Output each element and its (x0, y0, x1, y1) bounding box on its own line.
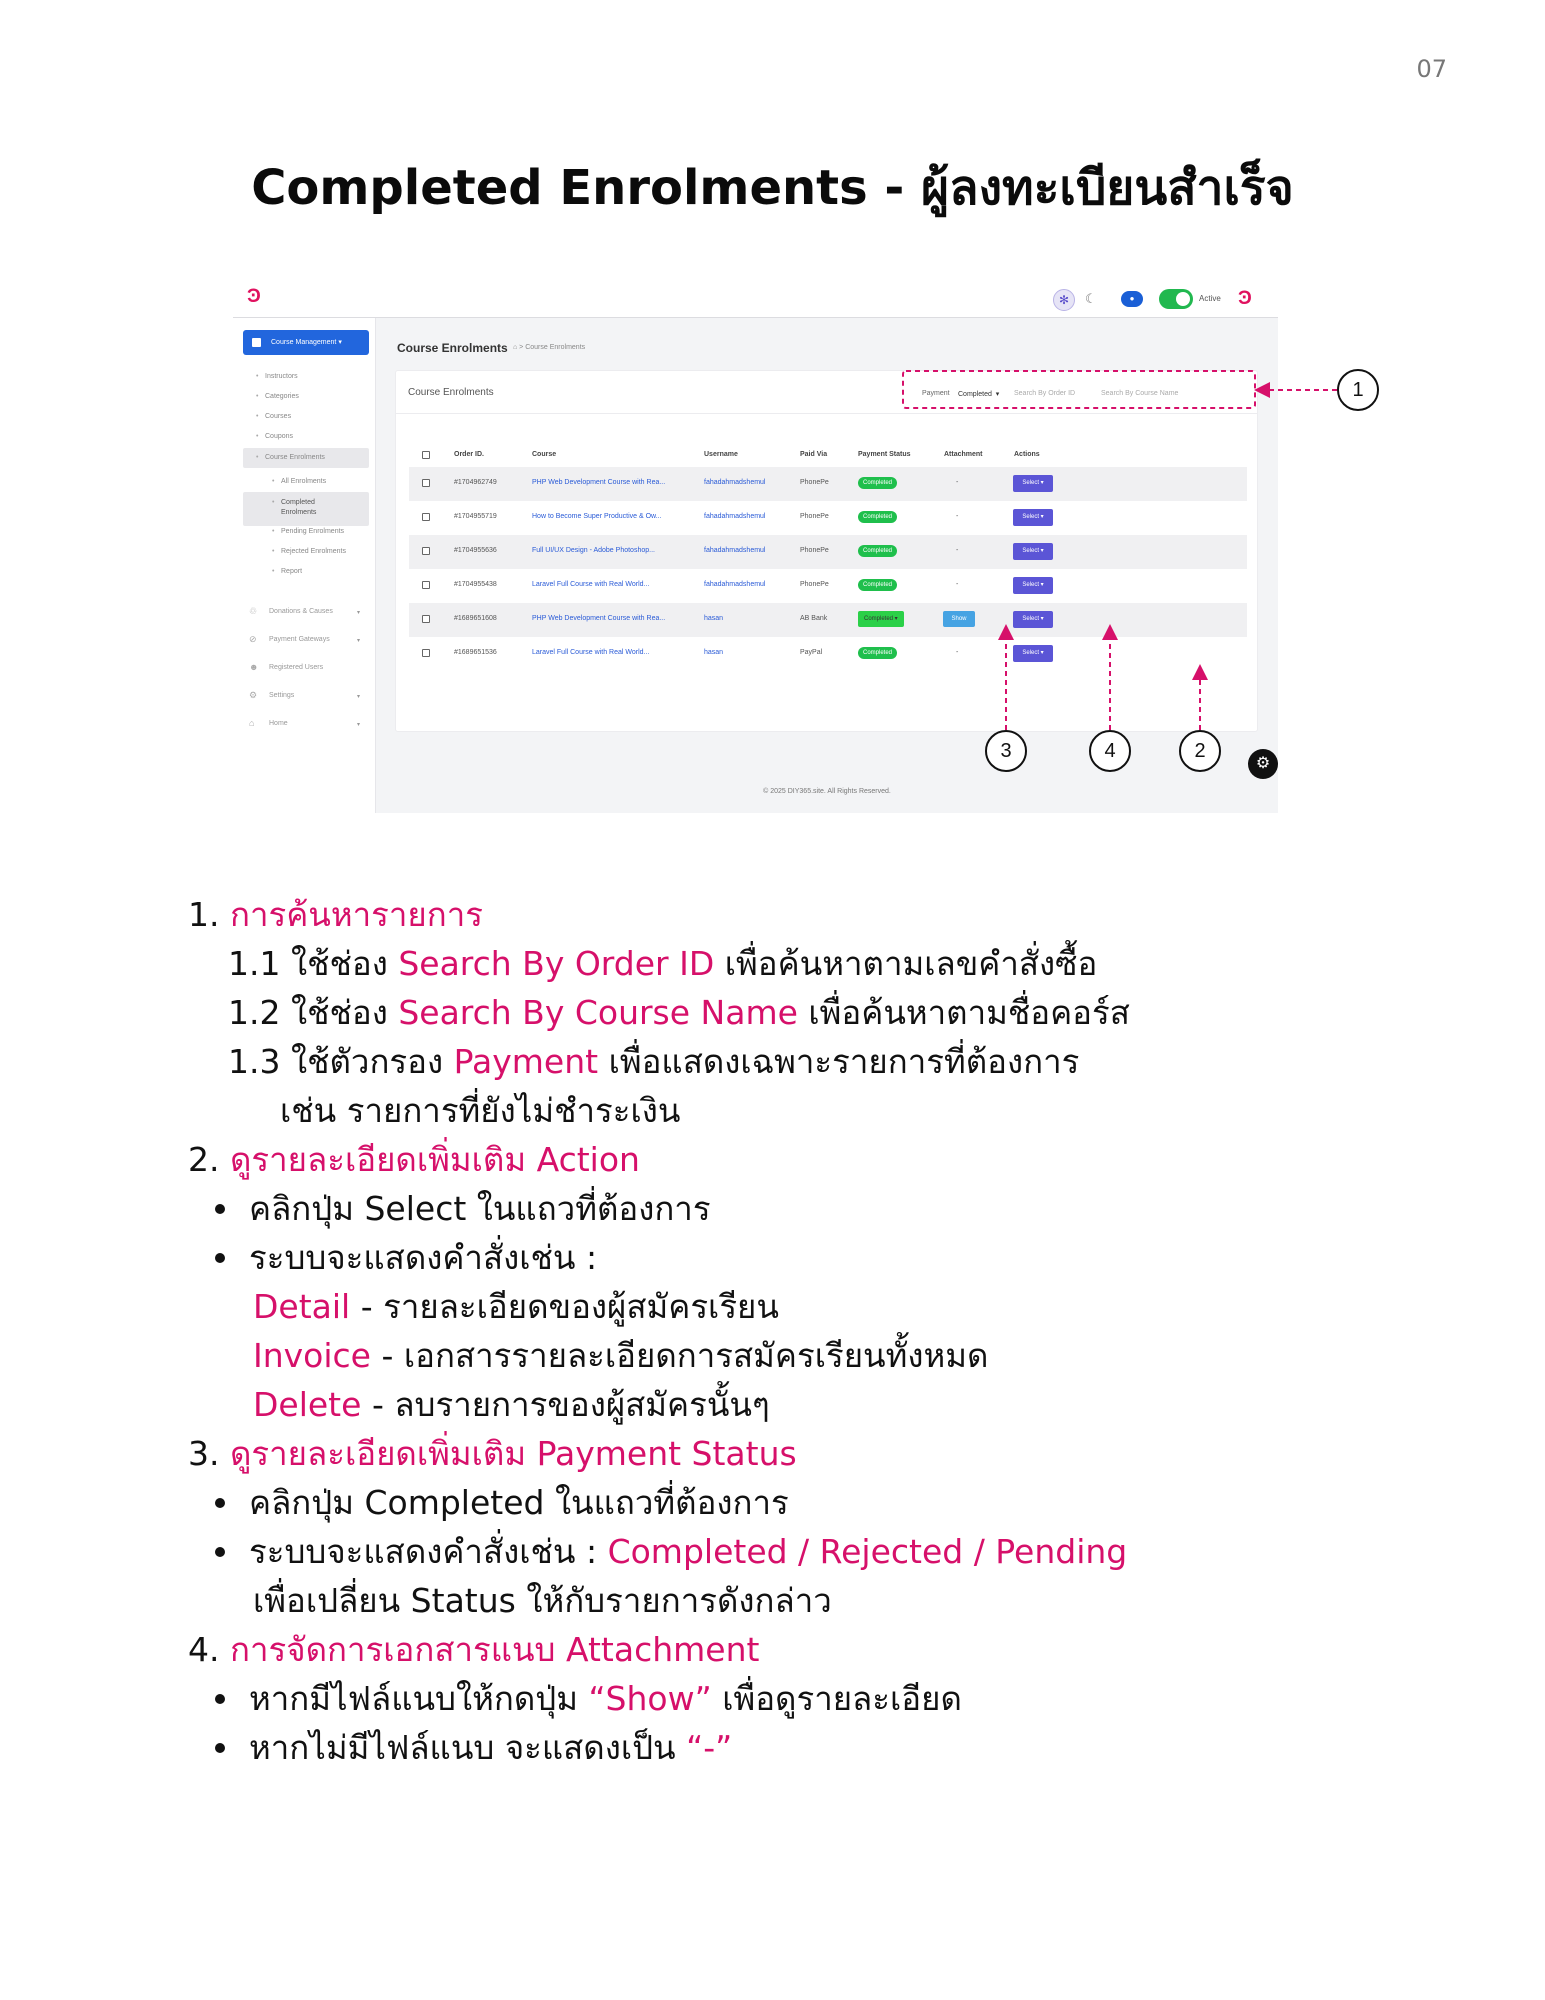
sidebar-course-management[interactable]: Course Management ▾ (243, 330, 369, 355)
course-link[interactable]: PHP Web Development Course with Rea... (532, 615, 666, 622)
section-title: ดูรายละเอียดเพิ่มเติม Action (230, 1140, 640, 1179)
section-4-heading (188, 1625, 759, 1674)
search-course-name-input[interactable]: Search By Course Name (1101, 390, 1179, 397)
footer-copyright: © 2025 DIY365.site. All Rights Reserved. (763, 788, 891, 795)
select-label: Select (1022, 514, 1039, 520)
sidebar-item-coupons[interactable]: • Coupons (265, 433, 293, 440)
payment-gateway-icon: ⊘ (249, 634, 257, 644)
bullet-highlight: Completed / Rejected / Pending (607, 1532, 1128, 1571)
bullet-text: หากไม่มีไฟล์แนบ จะแสดงเป็น (249, 1728, 676, 1767)
username-link[interactable]: hasan (704, 615, 724, 622)
table-row (409, 637, 1247, 671)
paid-via: PhonePe (800, 479, 829, 486)
select-label: Select (1022, 616, 1039, 622)
username-link[interactable]: fahadahmadshemul (704, 479, 766, 486)
order-id: #1689651536 (454, 649, 497, 656)
attachment-empty: - (956, 649, 959, 656)
sidebar-donations[interactable]: Donations & Causes (269, 608, 333, 615)
order-id: #1704955636 (454, 547, 497, 554)
paid-via: PhonePe (800, 547, 829, 554)
payment-filter-label: Payment (922, 390, 950, 397)
section-number: 2. (188, 1140, 220, 1179)
status-badge[interactable]: Completed (858, 511, 897, 523)
bullet-text: ระบบจะแสดงคำสั่งเช่น : (249, 1532, 598, 1571)
preview-eye-icon[interactable]: ● (1121, 291, 1143, 307)
content-heading: Course Enrolments (397, 341, 508, 355)
theme-light-icon[interactable]: ✻ (1053, 289, 1075, 311)
sidebar-sub-rejected-enrolments[interactable]: • Rejected Enrolments (281, 548, 346, 555)
users-icon: ☻ (249, 662, 259, 672)
table-row (409, 467, 1247, 501)
col-attachment: Attachment (944, 451, 983, 458)
top-bar (233, 280, 1278, 318)
order-id: #1704955438 (454, 581, 497, 588)
active-toggle[interactable] (1159, 289, 1193, 309)
course-link[interactable]: PHP Web Development Course with Rea... (532, 479, 666, 486)
select-action-button[interactable]: Select ▾ (1013, 611, 1053, 628)
select-action-button[interactable]: Select ▾ (1013, 645, 1053, 662)
step-1-3-cont: เช่น รายการที่ยังไม่ชำระเงิน (280, 1091, 681, 1130)
section-number: 4. (188, 1630, 220, 1669)
col-username: Username (704, 451, 738, 458)
bullet: คลิกปุ่ม Select ในแถวที่ต้องการ (249, 1184, 711, 1233)
bullet-cont: เพื่อเปลี่ยน Status ให้กับรายการดังกล่าว (253, 1581, 832, 1620)
col-course: Course (532, 451, 557, 458)
username-link[interactable]: fahadahmadshemul (704, 547, 766, 554)
step-1-1 (228, 939, 1097, 988)
step-text: เพื่อค้นหาตามชื่อคอร์ส (808, 993, 1130, 1032)
section-number: 1. (188, 895, 220, 934)
user-logo-icon[interactable]: Ͽ (1238, 288, 1252, 309)
table-row (409, 501, 1247, 535)
payment-filter-select[interactable]: Completed ▾ (958, 391, 1000, 398)
status-badge[interactable]: Completed (858, 545, 897, 557)
section-3-heading (188, 1429, 797, 1478)
callout-3: 3 (985, 730, 1027, 772)
chevron-down-icon: ▾ (357, 638, 361, 644)
bullet (249, 1723, 732, 1772)
status-badge[interactable]: Completed (858, 477, 897, 489)
page-title: Completed Enrolments - ผู้ลงทะเบียนสำเร็จ (251, 160, 1294, 216)
section-number: 3. (188, 1434, 220, 1473)
select-action-button[interactable]: Select ▾ (1013, 543, 1053, 560)
paid-via: PayPal (800, 649, 823, 656)
sidebar-home[interactable]: Home (269, 720, 288, 727)
sidebar-item-categories[interactable]: • Categories (265, 393, 299, 400)
step-highlight: Payment (453, 1042, 599, 1081)
bullet-text: หากมีไฟล์แนบให้กดปุ่ม (249, 1679, 578, 1718)
order-id: #1704955719 (454, 513, 497, 520)
row-checkbox[interactable] (422, 479, 430, 487)
row-checkbox[interactable] (422, 615, 430, 623)
col-actions: Actions (1014, 451, 1040, 458)
paid-via: PhonePe (800, 513, 829, 520)
table-row (409, 603, 1247, 637)
attachment-empty: - (956, 547, 959, 554)
bullet-highlight: “-” (686, 1728, 733, 1767)
section-title: ดูรายละเอียดเพิ่มเติม Payment Status (230, 1434, 797, 1473)
settings-fab-gear-icon[interactable]: ⚙ (1248, 749, 1278, 779)
option-detail (253, 1282, 779, 1331)
status-badge[interactable]: Completed (858, 579, 897, 591)
theme-dark-icon[interactable]: ☾ (1085, 291, 1097, 306)
option-key: Invoice (253, 1336, 371, 1375)
sidebar-item-instructors[interactable]: • Instructors (265, 373, 298, 380)
sidebar (233, 318, 376, 813)
select-label: Select (1022, 582, 1039, 588)
attachment-empty: - (956, 513, 959, 520)
select-label: Select (1022, 548, 1039, 554)
username-link[interactable]: fahadahmadshemul (704, 581, 766, 588)
donation-icon: ♲ (249, 606, 258, 616)
bullet: คลิกปุ่ม Completed ในแถวที่ต้องการ (249, 1478, 789, 1527)
select-all-checkbox[interactable] (422, 451, 430, 459)
sidebar-sub-completed-enrolments[interactable]: • Completed Enrolments (281, 498, 341, 518)
chevron-down-icon: ▾ (357, 722, 361, 728)
order-id: #1704962749 (454, 479, 497, 486)
order-id: #1689651608 (454, 615, 497, 622)
step-text: 1.3 ใช้ตัวกรอง (228, 1042, 444, 1081)
step-text: เพื่อค้นหาตามเลขคำสั่งซื้อ (724, 944, 1098, 983)
col-paid-via: Paid Via (800, 451, 828, 458)
course-link[interactable]: Full UI/UX Design - Adobe Photoshop... (532, 547, 655, 554)
username-link[interactable]: fahadahmadshemul (704, 513, 766, 520)
sidebar-item-course-enrolments[interactable]: • Course Enrolments (265, 454, 325, 461)
select-action-button[interactable]: Select ▾ (1013, 475, 1053, 492)
course-icon (252, 338, 261, 347)
sidebar-sub-report[interactable]: • Report (281, 568, 302, 575)
col-payment-status: Payment Status (858, 451, 911, 458)
home-icon: ⌂ (249, 718, 255, 728)
callout-2: 2 (1179, 730, 1221, 772)
sidebar-settings[interactable]: Settings (269, 692, 295, 699)
home-icon[interactable]: ⌂ (513, 344, 518, 351)
breadcrumb: ⌂ > Course Enrolments (513, 344, 586, 351)
panel-title: Course Enrolments (408, 387, 494, 398)
attachment-show-button[interactable]: Show (943, 611, 975, 627)
status-dropdown[interactable]: Completed ▾ (858, 611, 904, 627)
course-link[interactable]: Laravel Full Course with Real World... (532, 649, 650, 656)
bullet (249, 1674, 962, 1723)
chevron-down-icon: ▾ (357, 694, 361, 700)
attachment-empty: - (956, 479, 959, 486)
row-checkbox[interactable] (422, 581, 430, 589)
select-action-button[interactable]: Select ▾ (1013, 577, 1053, 594)
sidebar-payment-gateways[interactable]: Payment Gateways (269, 636, 330, 643)
enrolments-panel (395, 370, 1258, 732)
step-highlight: Search By Course Name (398, 993, 798, 1032)
section-title: การค้นหารายการ (230, 895, 483, 934)
callout-1: 1 (1337, 369, 1379, 411)
search-order-id-input[interactable]: Search By Order ID (1014, 390, 1076, 397)
attachment-empty: - (956, 581, 959, 588)
course-link[interactable]: Laravel Full Course with Real World... (532, 581, 650, 588)
username-link[interactable]: hasan (704, 649, 724, 656)
step-highlight: Search By Order ID (398, 944, 715, 983)
option-desc: - ลบรายการของผู้สมัครนั้นๆ (371, 1385, 770, 1424)
course-link[interactable]: How to Become Super Productive & Ow... (532, 513, 662, 520)
status-badge[interactable]: Completed (858, 647, 897, 659)
settings-gear-icon: ⚙ (249, 690, 258, 700)
select-label: Select (1022, 480, 1039, 486)
step-text: 1.2 ใช้ช่อง (228, 993, 388, 1032)
bullet (249, 1527, 1127, 1576)
bullet-text: เพื่อดูรายละเอียด (722, 1679, 962, 1718)
section-1-heading (188, 890, 483, 939)
option-key: Detail (253, 1287, 351, 1326)
page-number: 07 (1416, 55, 1447, 83)
sidebar-sub-all-enrolments[interactable]: • All Enrolments (281, 478, 326, 485)
option-delete (253, 1380, 770, 1429)
status-dropdown-label: Completed (864, 616, 894, 622)
step-text: เพื่อแสดงเฉพาะรายการที่ต้องการ (608, 1042, 1080, 1081)
payment-filter-value: Completed (958, 391, 992, 398)
option-desc: - รายละเอียดของผู้สมัครเรียน (360, 1287, 779, 1326)
sidebar-item-courses[interactable]: • Courses (265, 413, 291, 420)
row-checkbox[interactable] (422, 513, 430, 521)
table-row (409, 535, 1247, 569)
active-label: Active (1199, 294, 1221, 303)
bullet-highlight: “Show” (588, 1679, 712, 1718)
sidebar-main-label: Course Management (271, 339, 337, 346)
option-invoice (253, 1331, 988, 1380)
bullet: ระบบจะแสดงคำสั่งเช่น : (249, 1233, 597, 1282)
table-row (409, 569, 1247, 603)
brand-logo-icon[interactable]: Ͽ (247, 286, 261, 307)
breadcrumb-current: Course Enrolments (525, 344, 586, 351)
paid-via: PhonePe (800, 581, 829, 588)
row-checkbox[interactable] (422, 547, 430, 555)
sidebar-registered-users[interactable]: Registered Users (269, 664, 324, 671)
select-label: Select (1022, 650, 1039, 656)
callout-4: 4 (1089, 730, 1131, 772)
sidebar-sub-pending-enrolments[interactable]: • Pending Enrolments (281, 528, 344, 535)
select-action-button[interactable]: Select ▾ (1013, 509, 1053, 526)
option-desc: - เอกสารรายละเอียดการสมัครเรียนทั้งหมด (381, 1336, 989, 1375)
step-1-2 (228, 988, 1130, 1037)
row-checkbox[interactable] (422, 649, 430, 657)
section-2-heading (188, 1135, 640, 1184)
section-title: การจัดการเอกสารแนบ Attachment (230, 1630, 760, 1669)
step-text: 1.1 ใช้ช่อง (228, 944, 388, 983)
panel-divider (396, 413, 1257, 414)
col-order-id: Order ID. (454, 451, 484, 458)
option-key: Delete (253, 1385, 362, 1424)
paid-via: AB Bank (800, 615, 828, 622)
step-1-3 (228, 1037, 1079, 1086)
chevron-down-icon: ▾ (357, 610, 361, 616)
